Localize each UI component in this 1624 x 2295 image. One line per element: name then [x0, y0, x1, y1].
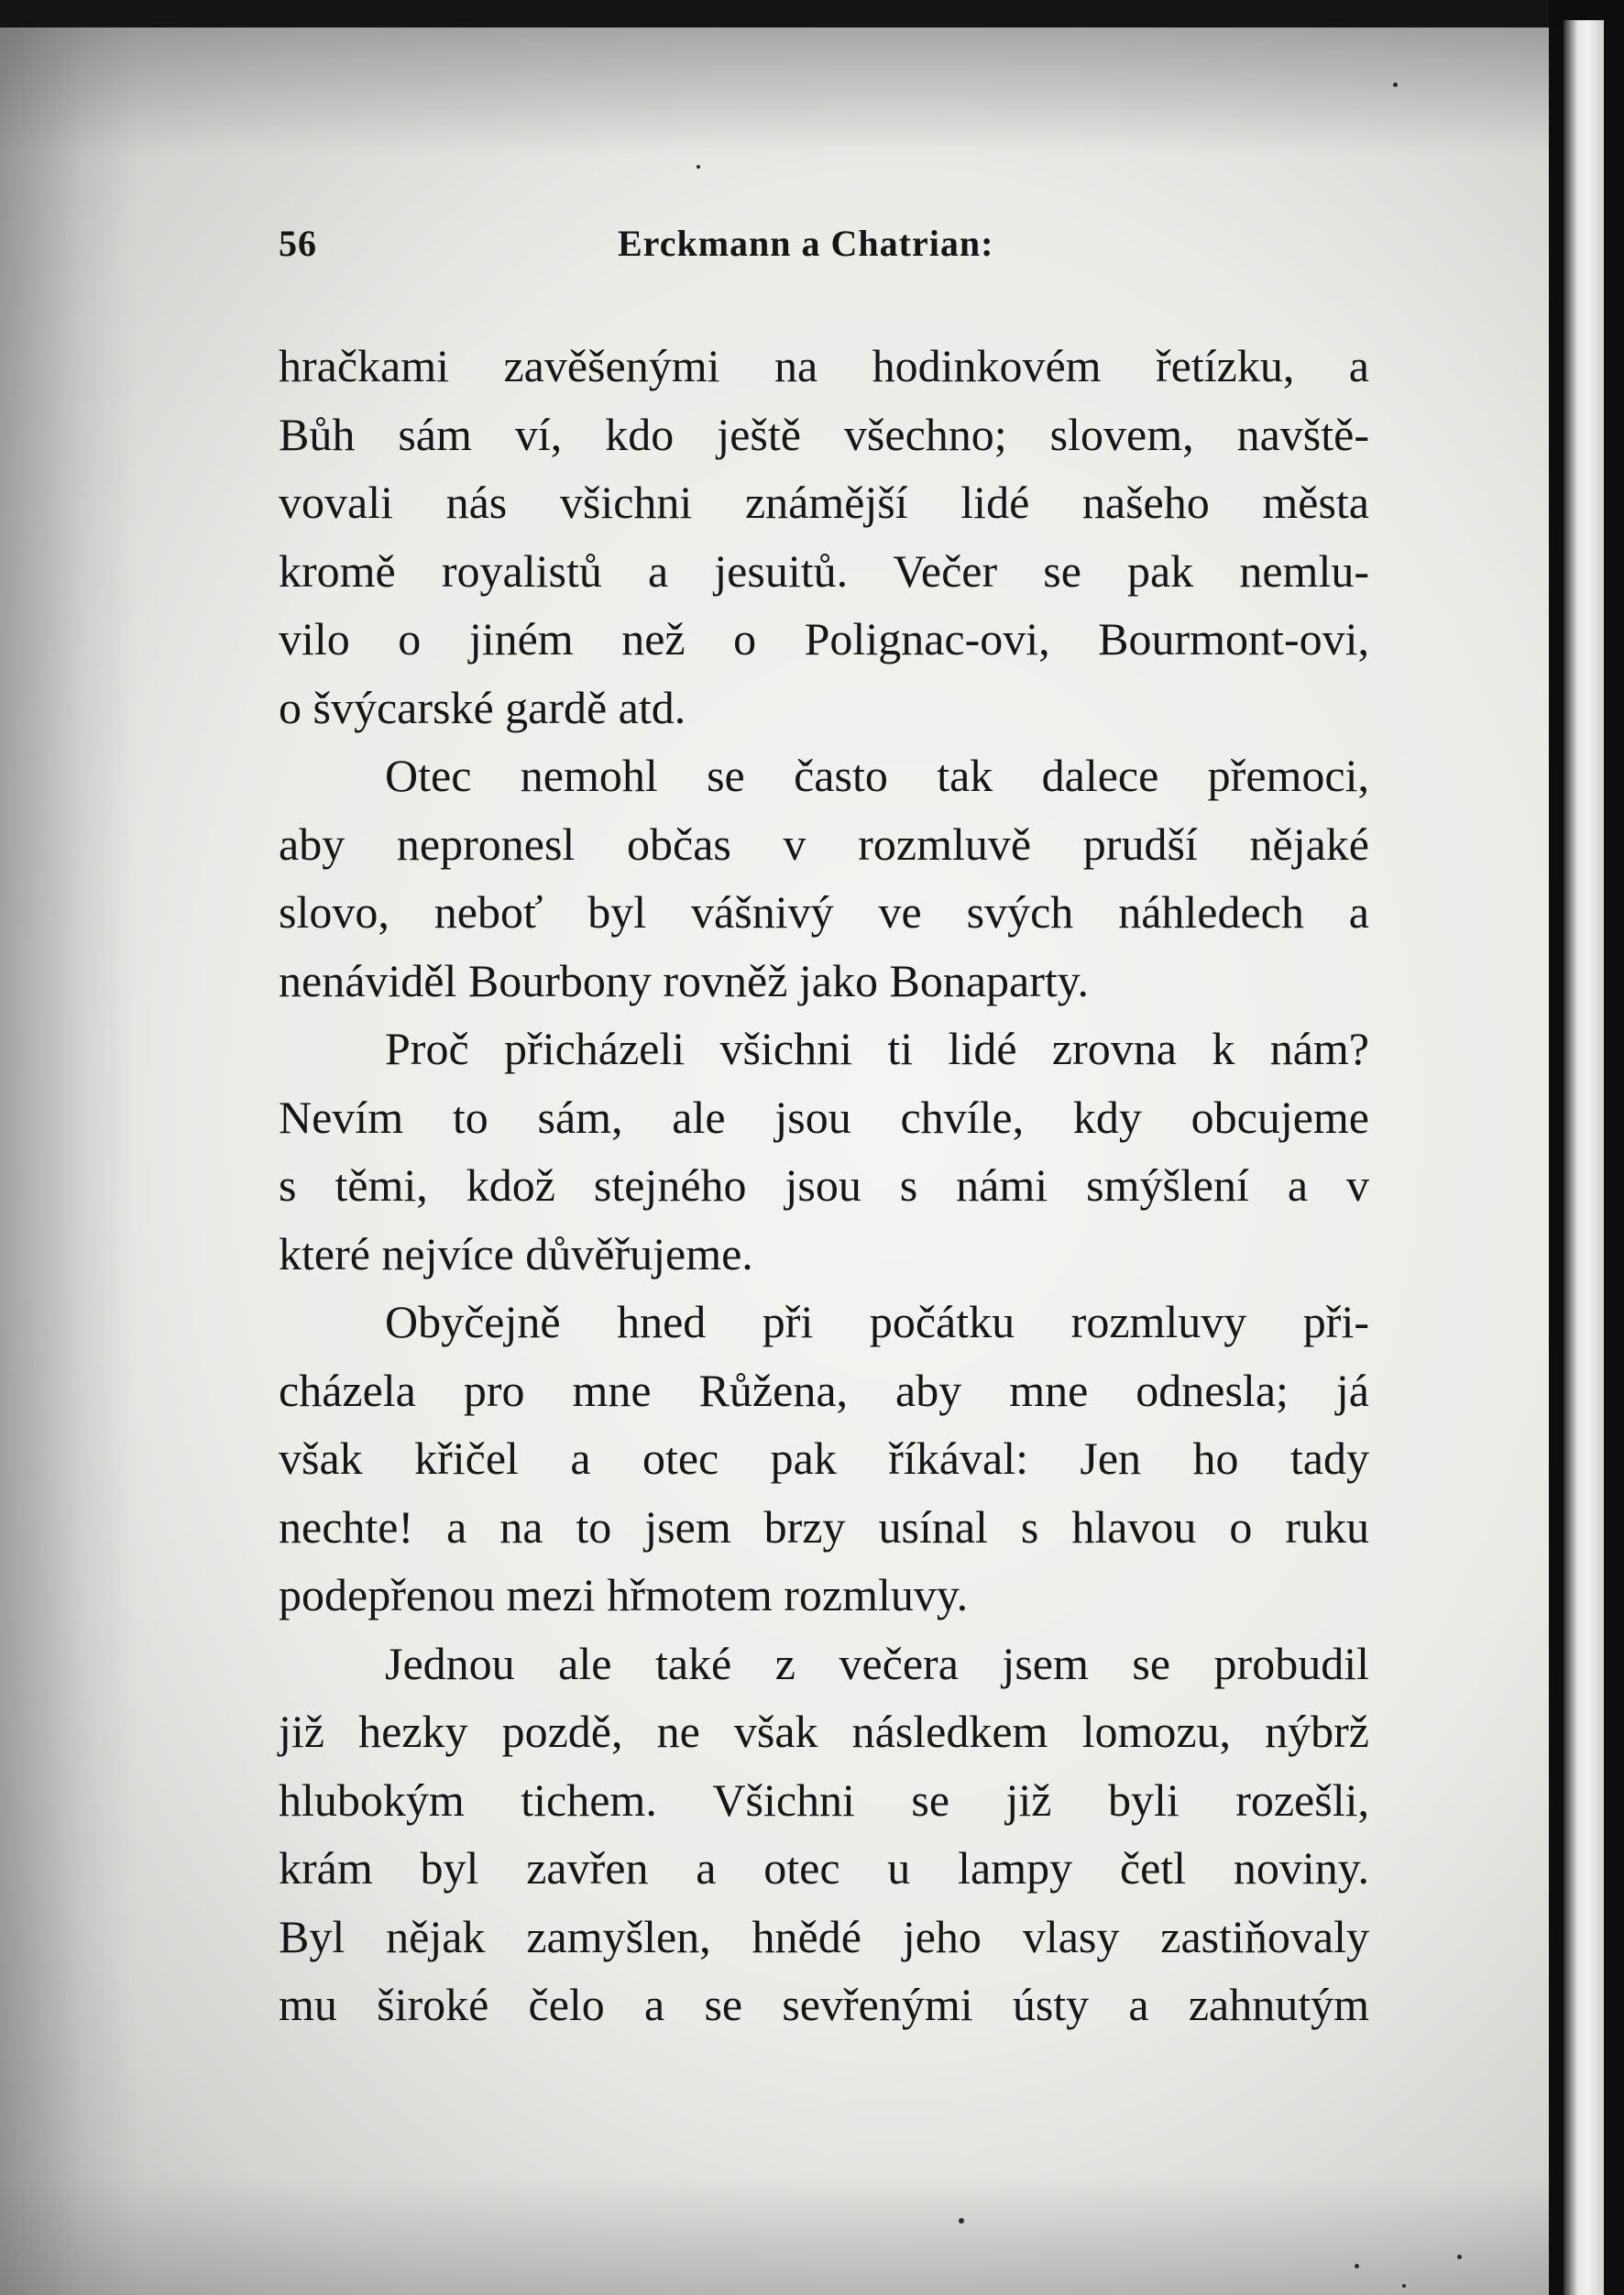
text-line: Obyčejně hned při počátku rozmluvy při- — [385, 1296, 1369, 1347]
dust-speck — [959, 2218, 964, 2224]
text-line: vilo o jiném než o Polignac-ovi, Bourmont-ovi, — [279, 613, 1369, 664]
text-line: vovali nás všichni známější lidé našeho města — [279, 477, 1369, 528]
dust-speck — [1393, 82, 1398, 87]
text-line: Otec nemohl se často tak dalece přemoci, — [385, 750, 1369, 801]
gutter-shadow — [0, 27, 137, 2295]
text-line: nechte! a na to jsem brzy usínal s hlavou o ruku — [279, 1500, 1369, 1553]
text-line: krám byl zavřen a otec u lampy četl noviny. — [279, 1842, 1369, 1894]
text-line: kromě royalistů a jesuitů. Večer se pak nemlu- — [279, 544, 1369, 597]
text-line: Bůh sám ví, kdo ještě všechno; slovem, navště- — [279, 408, 1369, 460]
dust-speck — [1402, 2284, 1406, 2288]
bottom-edge-shadow — [0, 2176, 1549, 2295]
body-text — [279, 332, 1369, 2039]
text-line: aby nepronesl občas v rozmluvě prudší nějaké — [279, 818, 1369, 870]
running-title: Erckmann a Chatrian: — [618, 223, 994, 264]
dust-speck — [1457, 2255, 1462, 2259]
text-line: však křičel a otec pak říkával: Jen ho tady — [279, 1433, 1369, 1484]
text-line: s těmi, kdož stejného jsou s námi smýšlení a v — [279, 1159, 1369, 1211]
running-head — [279, 222, 1369, 269]
text-line: podepřenou mezi hřmotem rozmluvy. — [279, 1569, 969, 1620]
text-line: nenáviděl Bourbony rovněž jako Bonaparty. — [279, 954, 1090, 1006]
page-number: 56 — [279, 223, 317, 264]
text-line: Nevím to sám, ale jsou chvíle, kdy obcujeme — [279, 1091, 1369, 1143]
text-line: slovo, neboť byl vášnivý ve svých náhledech a — [279, 886, 1369, 938]
text-line: Byl nějak zamyšlen, hnědé jeho vlasy zastiňovaly — [279, 1910, 1369, 1962]
dust-speck — [697, 165, 700, 169]
text-line: Proč přicházeli všichni ti lidé zrovna k nám? — [385, 1023, 1369, 1074]
text-line: cházela pro mne Růžena, aby mne odnesla; já — [279, 1364, 1369, 1416]
text-line: hračkami zavěšenými na hodinkovém řetízku, a — [279, 340, 1369, 391]
book-page — [0, 27, 1549, 2295]
text-line: o švýcarské gardě atd. — [279, 681, 686, 733]
text-line: které nejvíce důvěřujeme. — [279, 1227, 753, 1279]
text-line: mu široké čelo a se sevřenými ústy a zahnutým — [279, 1979, 1369, 2030]
dust-speck — [1355, 2264, 1359, 2268]
text-line: Jednou ale také z večera jsem se probudil — [385, 1637, 1369, 1689]
text-line: hlubokým tichem. Všichni se již byli rozešli, — [279, 1773, 1369, 1826]
text-line: již hezky pozdě, ne však následkem lomozu, nýbrž — [279, 1706, 1369, 1757]
top-edge-shadow — [0, 27, 1549, 156]
adjacent-page-edge — [1564, 20, 1604, 2295]
